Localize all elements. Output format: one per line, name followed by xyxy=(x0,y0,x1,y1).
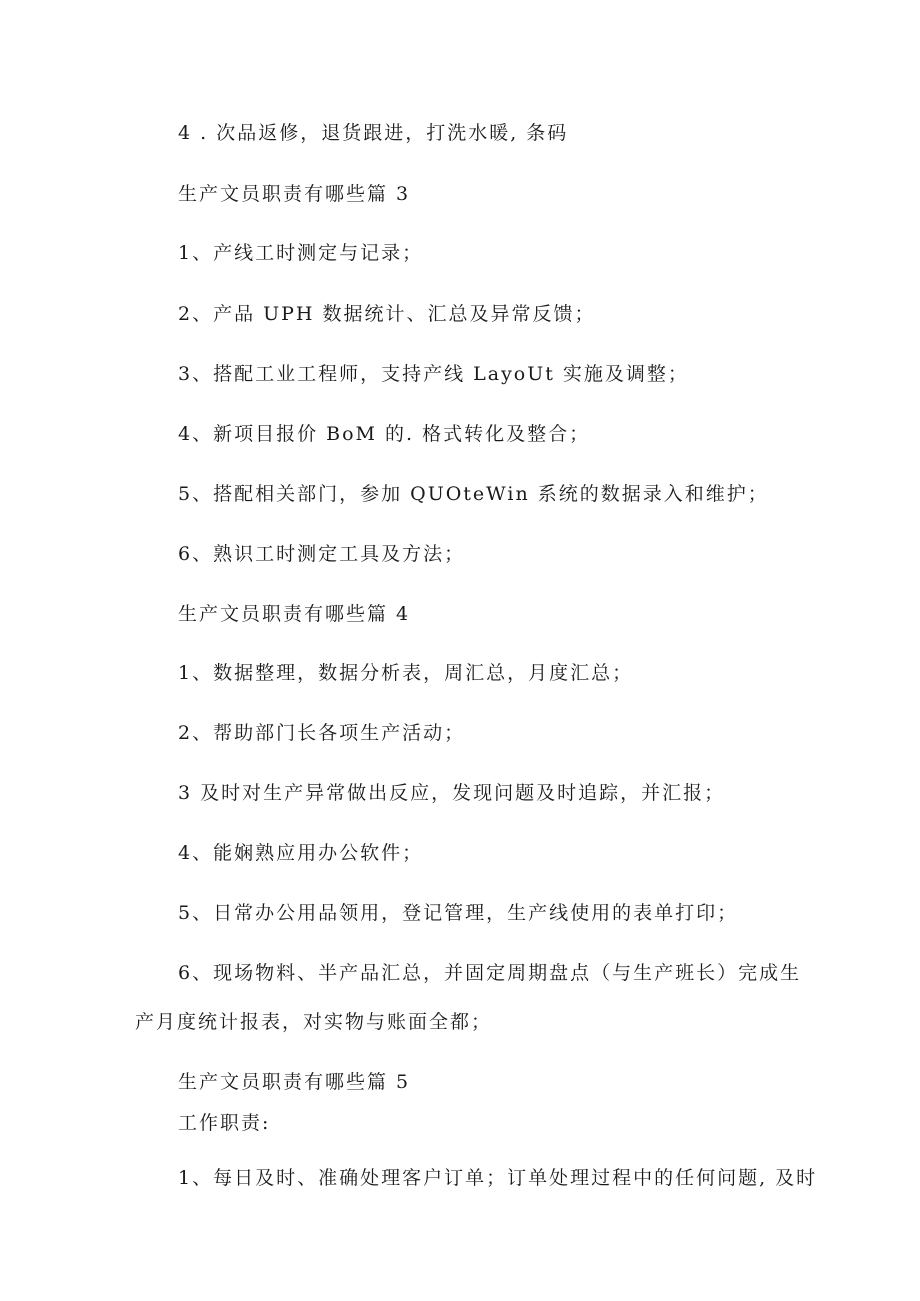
list-item: 2、帮助部门长各项生产活动； xyxy=(178,722,466,744)
list-item: 5、搭配相关部门，参加 QUOteWin 系统的数据录入和维护； xyxy=(178,483,769,505)
list-item: 2、产品 UPH 数据统计、汇总及异常反馈； xyxy=(178,303,596,325)
list-item: 1、产线工时测定与记录； xyxy=(178,242,424,264)
list-item: 4、新项目报价 BoM 的. 格式转化及整合； xyxy=(178,423,591,445)
section-heading-part-5: 生产文员职责有哪些篇 5 xyxy=(178,1071,411,1093)
list-item: 3、搭配工业工程师，支持产线 LayoUt 实施及调整； xyxy=(178,363,689,385)
list-item: 4、能娴熟应用办公软件； xyxy=(178,842,424,864)
list-item: 6、现场物料、半产品汇总，并固定周期盘点（与生产班长）完成生 xyxy=(178,962,802,984)
section-heading-part-3: 生产文员职责有哪些篇 3 xyxy=(178,183,411,205)
list-item: 3 及时对生产异常做出反应，发现问题及时追踪，并汇报； xyxy=(178,782,726,804)
section-heading-part-4: 生产文员职责有哪些篇 4 xyxy=(178,603,411,625)
list-item: 5、日常办公用品领用，登记管理，生产线使用的表单打印； xyxy=(178,902,739,924)
paragraph-item-4-defect-repair: 4 . 次品返修，退货跟进，打洗水暖, 条码 xyxy=(178,122,569,144)
subheading-job-duties: 工作职责: xyxy=(178,1112,271,1134)
list-item: 6、熟识工时测定工具及方法； xyxy=(178,543,466,565)
list-item-continuation: 产月度统计报表，对实物与账面全都； xyxy=(135,1011,493,1033)
list-item: 1、每日及时、准确处理客户订单；订单处理过程中的任何问题, 及时 xyxy=(178,1167,818,1189)
list-item: 1、数据整理，数据分析表，周汇总，月度汇总； xyxy=(178,662,634,684)
